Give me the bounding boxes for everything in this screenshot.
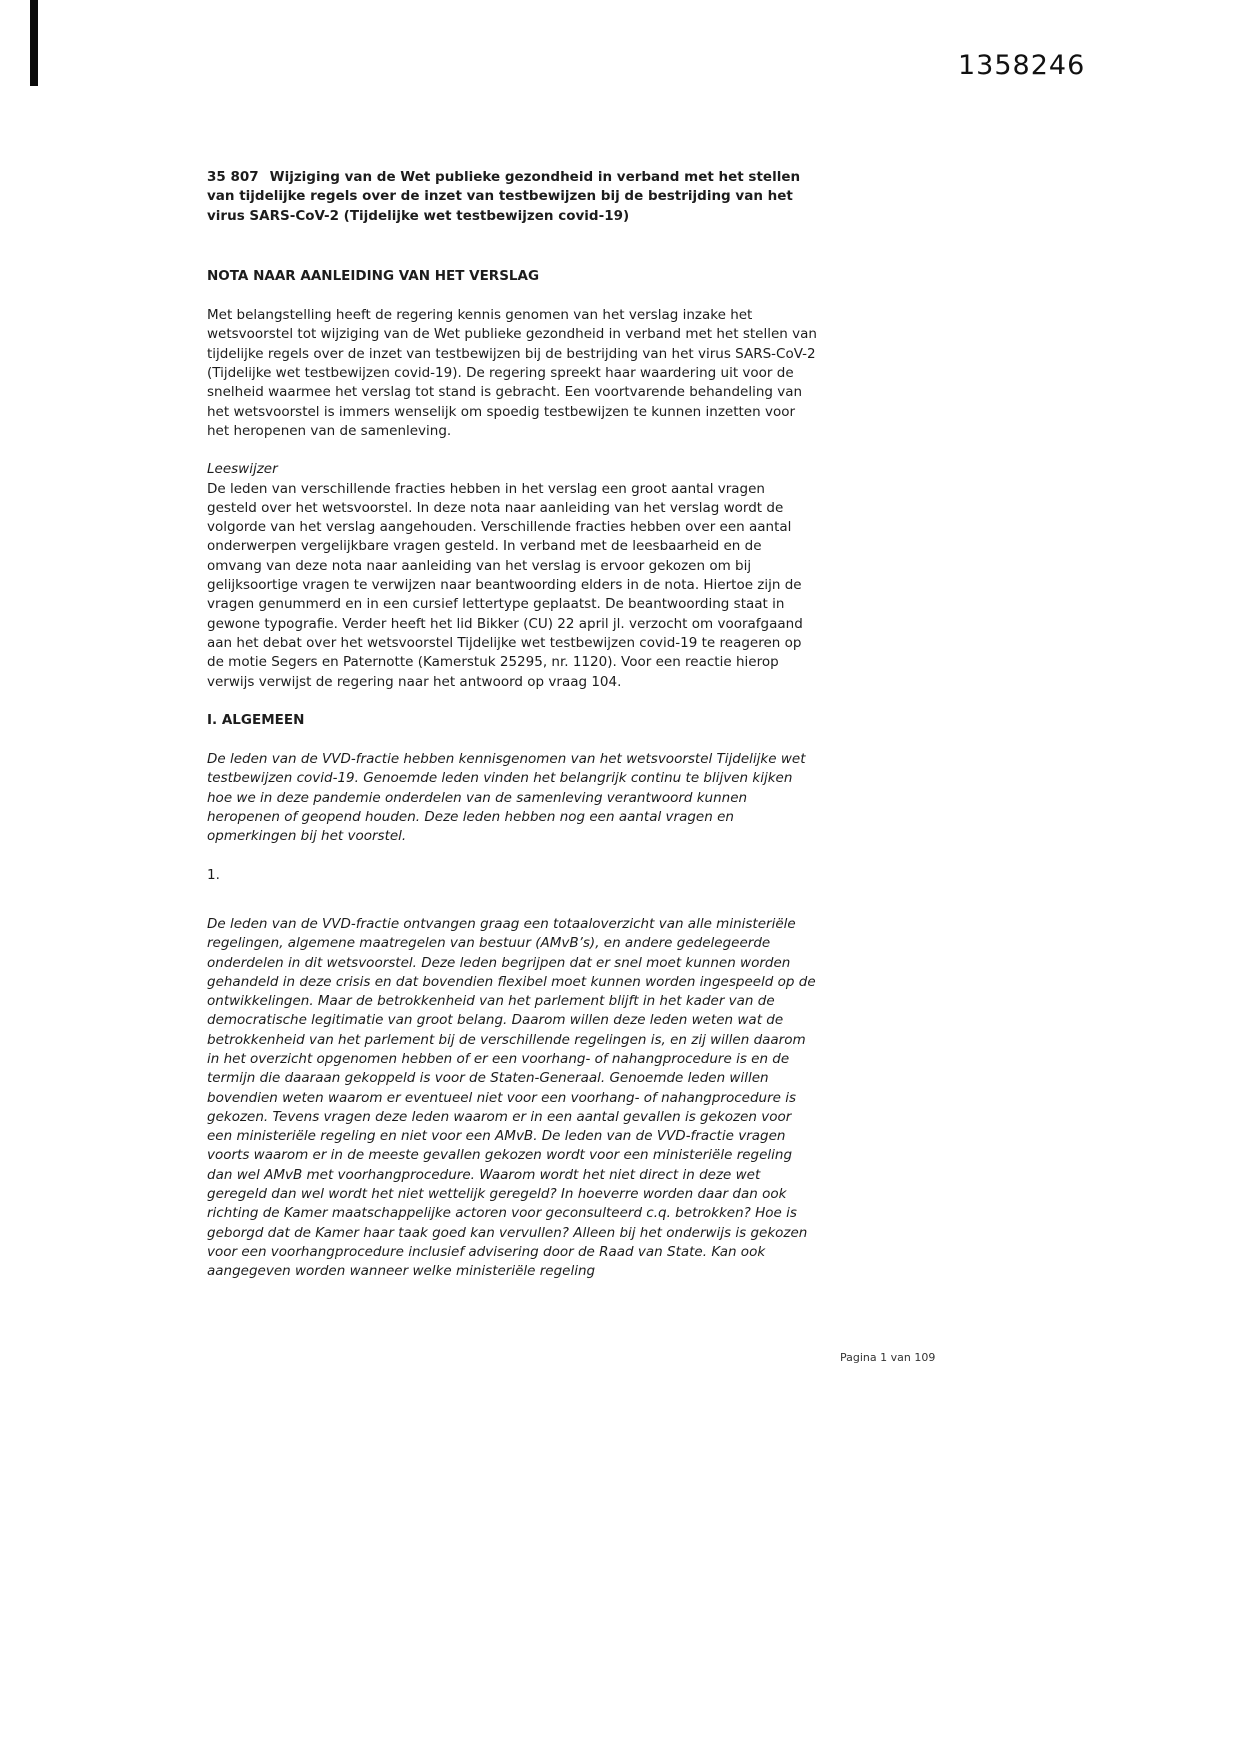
scan-artifact-mark [30, 0, 38, 86]
document-number-stamp: 1358246 [958, 50, 1086, 81]
page-footer: Pagina 1 van 109 [840, 1351, 936, 1364]
question-number: 1. [207, 866, 220, 883]
dossier-number: 35 807 [207, 169, 259, 185]
section-heading-algemeen: I. ALGEMEEN [207, 711, 305, 728]
paragraph-vvd-introduction: De leden van de VVD-fractie hebben kennisgenomen van het wetsvoorstel Tijdelijke wet testbewijzen covid-19. Genoemde leden vinden het belangrijk continu te blijven kijken hoe we in deze pandemie onderdelen van de samenleving verantwoord kunnen heropenen of geopend houden. Deze leden hebben nog een aantal vragen en opmerkingen bij het voorstel. [207, 751, 806, 845]
paragraph-question-1: De leden van de VVD-fractie ontvangen graag een totaaloverzicht van alle ministeriële regelingen, algemene maatregelen van bestuur (AMvB’s), en andere gedelegeerde onderdelen in dit wetsvoorstel. Deze leden begrijpen dat er snel moet kunnen worden gehandeld in deze crisis en dat bovendien flexibel moet kunnen worden ingespeeld op de ontwikkelingen. Maar de betrokkenheid van het parlement blijft in het kader van de democratische legitimatie van groot belang. Daarom willen deze leden weten wat de betrokkenheid van het parlement bij de verschillende regelingen is, en zij willen daarom in het overzicht opgenomen hebben of er een voorhang- of nahangprocedure is en de termijn die daaraan gekoppeld is voor de Staten-Generaal. Genoemde leden willen bovendien weten waarom er eventueel niet voor een voorhang- of nahangprocedure is gekozen. Tevens vragen deze leden waarom er in een aantal gevallen is gekozen voor een ministeriële regeling en niet voor een AMvB. De leden van de VVD-fractie vragen voorts waarom er in de meeste gevallen gekozen wordt voor een ministeriële regeling dan wel AMvB met voorhangprocedure. Waarom wordt het niet direct in deze wet geregeld dan wel wordt het niet wettelijk geregeld? In hoeverre worden daar dan ook richting de Kamer maatschappelijke actoren voor geconsulteerd c.q. betrokken? Hoe is geborgd dat de Kamer haar taak goed kan vervullen? Alleen bij het onderwijs is gekozen voor een voorhangprocedure inclusief advisering door de Raad van State. Kan ook aangegeven worden wanneer welke ministeriële regeling [207, 915, 816, 1280]
document-title-text: Wijziging van de Wet publieke gezondheid in verband met het stellen van tijdelijke regels over de inzet van testbewijzen bij de bestrijding van het virus SARS-CoV-2 (Tijdelijke wet testbewijzen covid-19) [207, 169, 801, 224]
paragraph-leeswijzer: De leden van verschillende fracties hebben in het verslag een groot aantal vragen gesteld over het wetsvoorstel. In deze nota naar aanleiding van het verslag wordt de volgorde van het verslag aangehouden. Verschillende fracties hebben over een aantal onderwerpen vergelijkbare vragen gesteld. In verband met de leesbaarheid en de omvang van deze nota naar aanleiding van het verslag is ervoor gekozen om bij gelijksoortige vragen te verwijzen naar beantwoording elders in de nota. Hiertoe zijn de vragen genummerd en in een cursief lettertype geplaatst. De beantwoording staat in gewone typografie. Verder heeft het lid Bikker (CU) 22 april jl. verzocht om voorafgaand aan het debat over het wetsvoorstel Tijdelijke wet testbewijzen covid-19 te reageren op de motie Segers en Paternotte (Kamerstuk 25295, nr. 1120). Voor een reactie hierop verwijs verwijst de regering naar het antwoord op vraag 104. [207, 480, 803, 690]
document-title [207, 168, 819, 226]
document-body [207, 168, 819, 1301]
section-heading-nota: NOTA NAAR AANLEIDING VAN HET VERSLAG [207, 267, 540, 284]
subheading-leeswijzer: Leeswijzer [207, 461, 278, 478]
paragraph-introduction: Met belangstelling heeft de regering kennis genomen van het verslag inzake het wetsvoorstel tot wijziging van de Wet publieke gezondheid in verband met het stellen van tijdelijke regels over de inzet van testbewijzen bij de bestrijding van het virus SARS-CoV-2 (Tijdelijke wet testbewijzen covid-19). De regering spreekt haar waardering uit voor de snelheid waarmee het verslag tot stand is gebracht. Een voortvarende behandeling van het wetsvoorstel is immers wenselijk om spoedig testbewijzen te kunnen inzetten voor het heropenen van de samenleving. [207, 307, 817, 439]
